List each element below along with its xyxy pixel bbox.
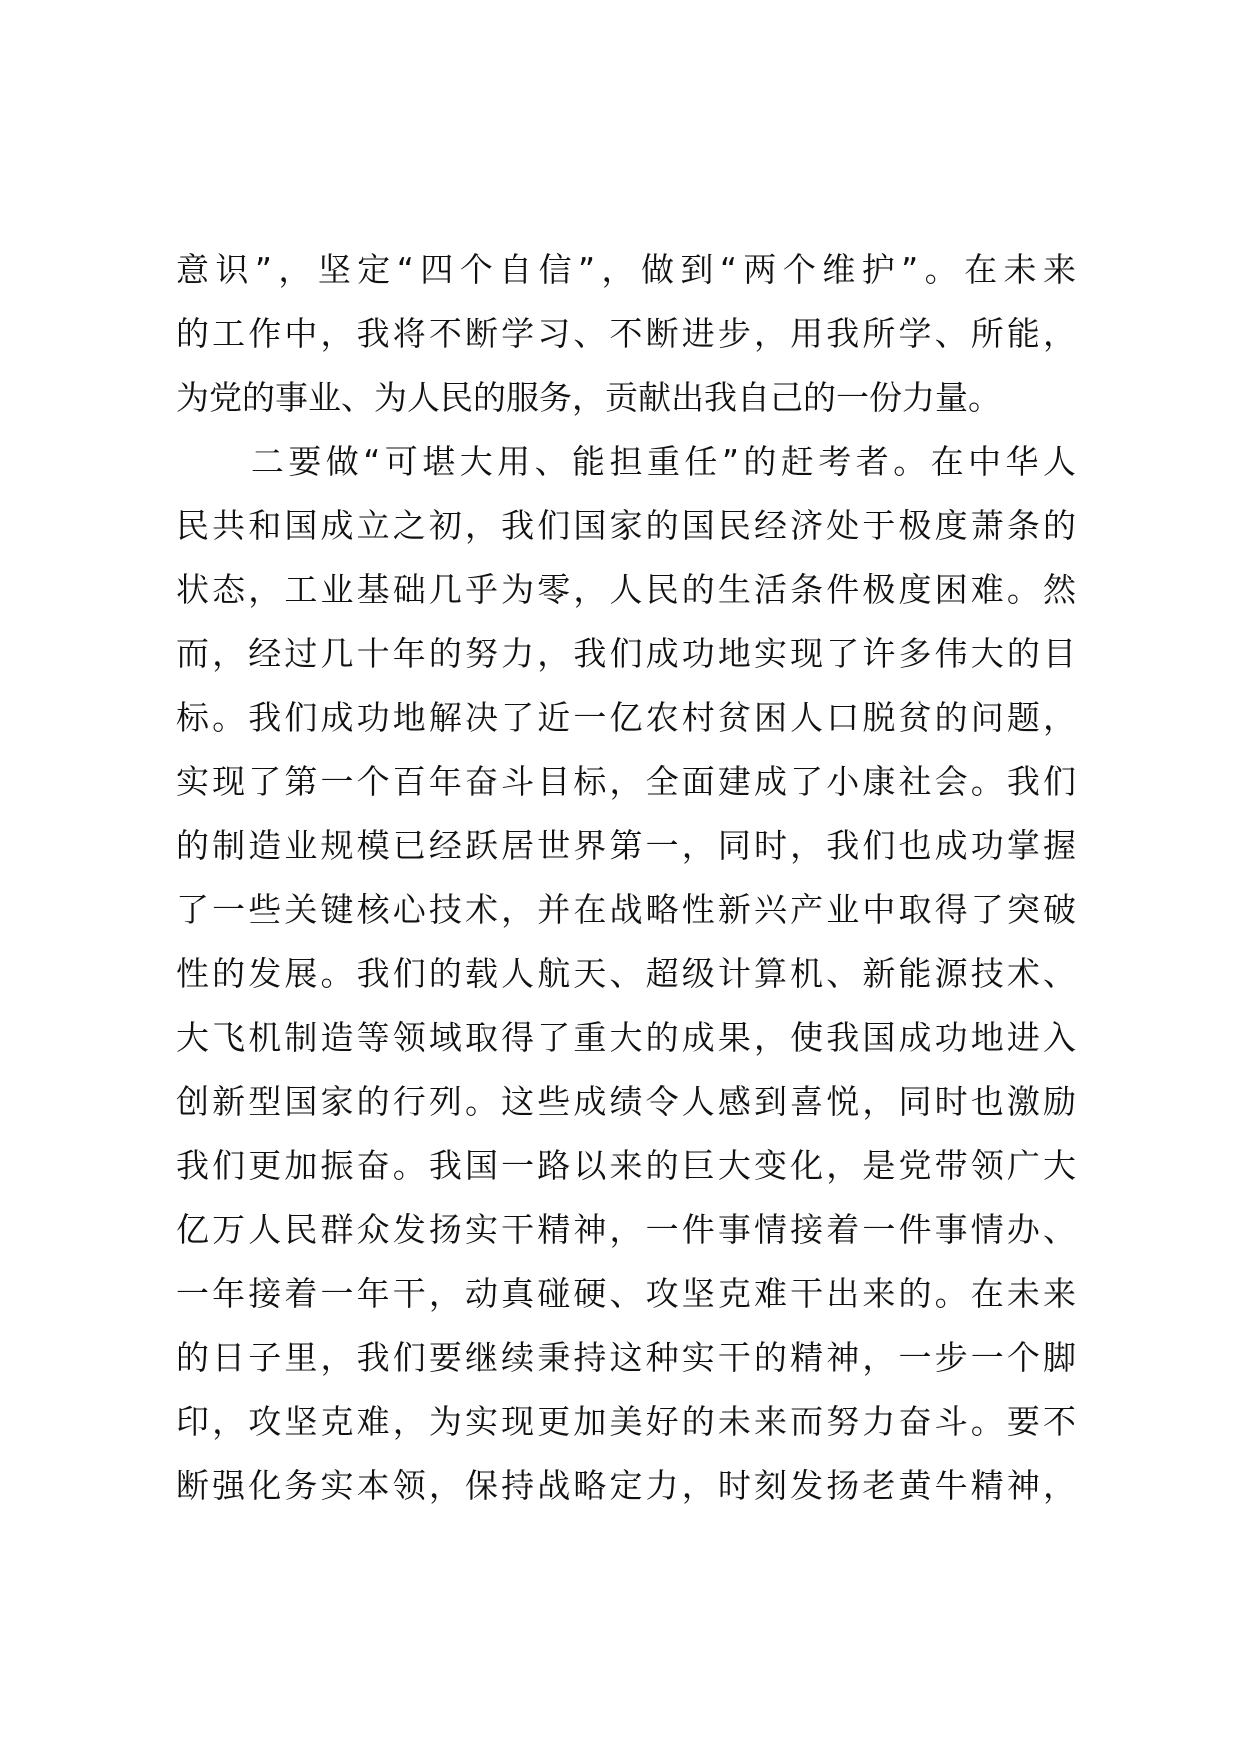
text-line: 印，攻坚克难，为实现更加美好的未来而努力奋斗。要不 (176, 1402, 1076, 1441)
text-line: 标。我们成功地解决了近一亿农村贫困人口脱贫的问题， (176, 698, 1076, 737)
text-line: 实现了第一个百年奋斗目标，全面建成了小康社会。我们 (176, 762, 1076, 801)
body-text (176, 238, 1076, 1518)
text-line: 一年接着一年干，动真碰硬、攻坚克难干出来的。在未来 (176, 1274, 1076, 1313)
text-line: 了一些关键核心技术，并在战略性新兴产业中取得了突破 (176, 890, 1076, 929)
text-line: 创新型国家的行列。这些成绩令人感到喜悦，同时也激励 (176, 1082, 1076, 1121)
text-line: 亿万人民群众发扬实干精神，一件事情接着一件事情办、 (176, 1210, 1076, 1249)
text-line: 为党的事业、为人民的服务，贡献出我自己的一份力量。 (176, 378, 1001, 417)
text-line: 大飞机制造等领域取得了重大的成果，使我国成功地进入 (176, 1018, 1076, 1057)
text-line: 的制造业规模已经跃居世界第一，同时，我们也成功掌握 (176, 826, 1076, 865)
text-line: 民共和国成立之初，我们国家的国民经济处于极度萧条的 (176, 506, 1076, 545)
text-line: 意识”，坚定“四个自信”，做到“两个维护”。在未来 (176, 250, 1076, 289)
text-line: 的日子里，我们要继续秉持这种实干的精神，一步一个脚 (176, 1338, 1076, 1377)
text-line: 而，经过几十年的努力，我们成功地实现了许多伟大的目 (176, 634, 1076, 673)
text-line: 的工作中，我将不断学习、不断进步，用我所学、所能， (176, 314, 1076, 353)
text-line: 二要做“可堪大用、能担重任”的赶考者。在中华人 (176, 442, 1076, 481)
text-line: 断强化务实本领，保持战略定力，时刻发扬老黄牛精神， (176, 1466, 1076, 1505)
text-line: 我们更加振奋。我国一路以来的巨大变化，是党带领广大 (176, 1146, 1076, 1185)
text-line: 性的发展。我们的载人航天、超级计算机、新能源技术、 (176, 954, 1076, 993)
text-line: 状态，工业基础几乎为零，人民的生活条件极度困难。然 (176, 570, 1076, 609)
